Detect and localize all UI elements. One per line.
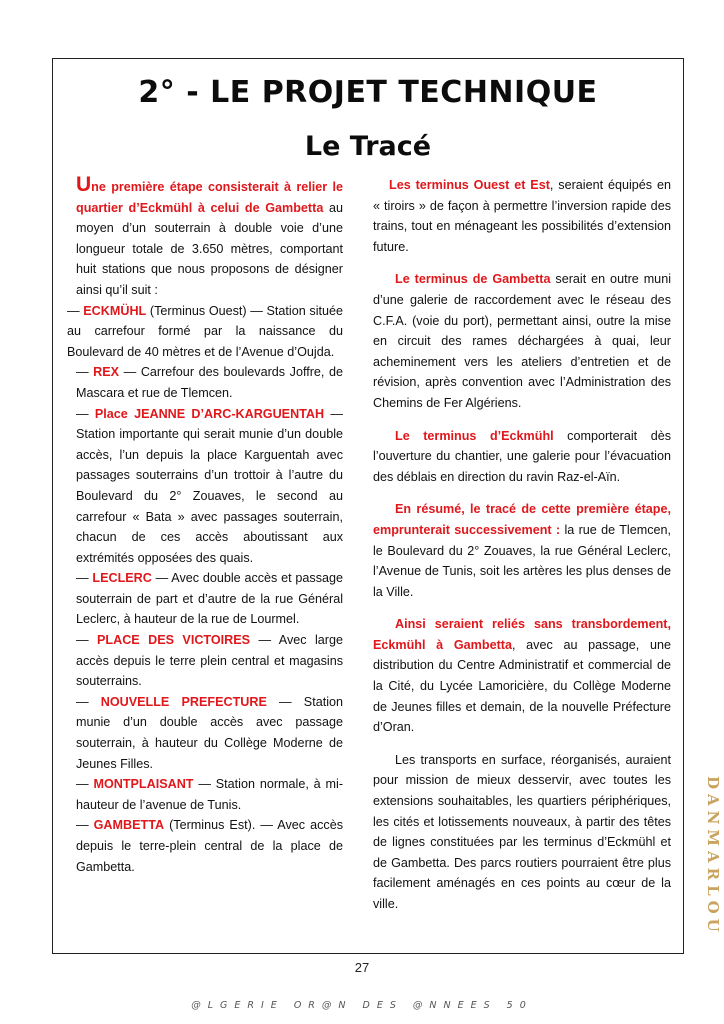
paragraph-text: la rue de Tlemcen, le Boulevard du 2° Zouaves, la rue Général Leclerc, l’Avenue de Tunis, soit les artères les plus denses de la Ville. [373,522,672,599]
paragraph-terminus-gambetta [373,269,671,413]
intro-paragraph [67,175,343,301]
station-item-victoires: — PLACE DES VICTOIRES — Avec large accès depuis le terre plein central et magasins souterrains. [76,633,343,689]
page-frame [52,58,684,954]
station-name: MONTPLAISANT [93,777,194,792]
page-title: 2° - LE PROJET TECHNIQUE [138,75,598,110]
station-text: — Carrefour des boulevards Joffre, de Mascara et rue de Tlemcen. [76,365,343,400]
station-name: REX [93,365,120,380]
station-item-prefecture: — NOUVELLE PREFECTURE — Station munie d’un double accès avec passage souterrain, à hauteur du Collège Moderne de Jeunes Filles. [76,694,344,771]
station-text: (Terminus Est). — Avec accès depuis le terre-plein central de la place de Gambetta. [76,818,344,874]
station-text: — Station munie d’un double accès avec passage souterrain, à hauteur du Collège Moderne de Jeunes Filles. [76,694,344,771]
paragraph-text: comporterait dès l’ouverture du chantier, une galerie pour l’évacuation des déblais en direction du ravin Raz-el-Aïn. [373,428,672,484]
station-name: Place JEANNE D’ARC-KARGUENTAH [94,406,325,421]
station-text: — Avec large accès depuis le terre plein central et magasins souterrains. [76,633,343,689]
footer-caption: @LGERIE OR@N DES @NNEES 50 [191,1000,533,1011]
right-column [373,175,671,915]
station-item-gambetta: — GAMBETTA (Terminus Est). — Avec accès depuis le terre-plein central de la place de Gambetta. [76,818,344,874]
station-item-leclerc: — LECLERC — Avec double accès et passage souterrain de part et d’autre de la rue Général Leclerc, à hauteur de la rue de Lourmel. [76,571,344,627]
paragraph-text: serait en outre muni d’une galerie de raccordement avec le réseau des C.F.A. (voie du port), permettant ainsi, outre la mise en circuit des rames déchargées à quai, leur acheminement vers les ateliers d’entretien et de révision, après convention avec l’Administration des Chemins de Fer Algériens. [373,272,671,410]
left-column [67,175,343,877]
drop-cap: U [76,173,92,196]
station-name: LECLERC [92,571,152,586]
station-text: — Station importante qui serait munie d’un double accès, l’un depuis la place Karguentah avec passages souterrains d’un trottoir à l’autre du Boulevard du 2° Zouaves, le second au carrefour « Bata » avec passages souterrain, chacun de ces accès aboutissant aux extrémités opposées des quais. [76,406,343,565]
paragraph-text: , seraient équipés en « tiroirs » de façon à permettre l’inversion rapide des trains, tout en ménageant les possibilités d’extension future. [373,178,671,254]
intro-text: au moyen d’un souterrain à double voie d’une longueur totale de 3.650 mètres, comportant huit stations que nous proposons de désigner ainsi qu’il suit : [76,200,343,297]
station-item-rex: — REX — Carrefour des boulevards Joffre, de Mascara et rue de Tlemcen. [76,365,343,400]
side-watermark: DANMARLOU [704,776,722,937]
station-item-jeanne-darc: — Place JEANNE D’ARC-KARGUENTAH — Station importante qui serait munie d’un double accès, l’un depuis la place Karguentah avec passages souterrains d’un trottoir à l’autre du Boulevard du 2° Zouaves, le second au carrefour « Bata » avec passages souterrain, chacun de ces accès aboutissant aux extrémités opposées des quais. [76,406,343,565]
station-item-montplaisant: — MONTPLAISANT — Station normale, à mi-hauteur de l’avenue de Tunis. [76,777,344,812]
paragraph-terminus-eckmuhl [373,426,671,488]
paragraph-highlight: En résumé, le tracé de cette première étape, emprunterait successivement : [373,502,671,537]
paragraph-text: , avec au passage, une distribution du Centre Administratif et commercial de la Cité, du Lycée Lamoricière, du Collège Moderne de Jeunes filles et demain, de la nouvelle Préfecture d’Oran. [373,637,671,735]
paragraph-ainsi [373,614,671,738]
paragraph-highlight: Ainsi seraient reliés sans transbordement, Eckmühl à Gambetta [373,617,671,652]
station-name: NOUVELLE PREFECTURE [100,694,267,709]
station-name: ECKMÜHL [83,303,147,318]
station-name: GAMBETTA [93,818,165,833]
station-text: — Avec double accès et passage souterrain de part et d’autre de la rue Général Leclerc, à hauteur de la rue de Lourmel. [76,571,344,627]
paragraph-text: Les transports en surface, réorganisés, auraient pour mission de mieux desservir, avec toutes les extensions souhaitables, les quartiers périphériques, les cités et lotissements nouveaux, à partir des têtes de lignes constituées par les terminus d’Eckmühl et de Gambetta. Des parcs routiers pourraient être plus facilement aménagés en ces points au cœur de la ville. [373,752,671,911]
paragraph-terminus-ouest-est [373,175,671,257]
station-item-eckmuhl: — ECKMÜHL (Terminus Ouest) — Station située au carrefour formé par la naissance du Boulevard de 40 mètres et de l’Avenue d’Oujda. [67,303,344,359]
paragraph-transports [373,750,671,915]
station-name: PLACE DES VICTOIRES [97,633,251,648]
paragraph-highlight: Le terminus d’Eckmühl [395,428,554,443]
intro-highlight: ne première étape consisterait à relier le quartier d’Eckmühl à celui de Gambetta [76,180,343,215]
paragraph-highlight: Les terminus Ouest et Est [389,178,550,192]
paragraph-resume [373,499,671,602]
paragraph-highlight: Le terminus de Gambetta [395,272,551,287]
station-text: — Station normale, à mi-hauteur de l’avenue de Tunis. [76,777,344,812]
page-subtitle: Le Tracé [304,131,432,162]
page-number: 27 [354,960,370,975]
station-text: (Terminus Ouest) — Station située au carrefour formé par la naissance du Boulevard de 40 mètres et de l’Avenue d’Oujda. [67,303,344,359]
